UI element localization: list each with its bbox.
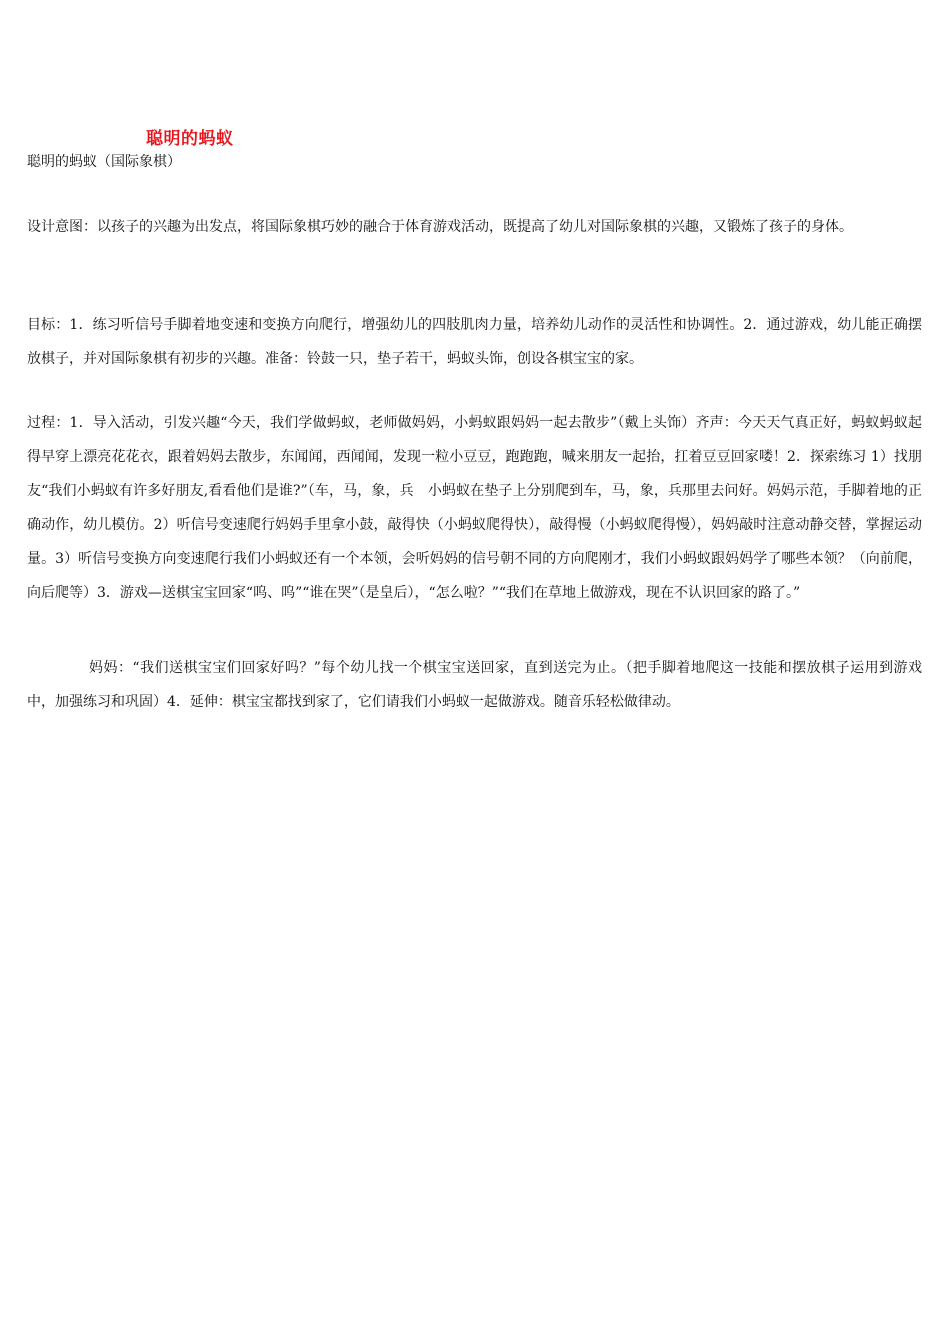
document-subtitle: 聪明的蚂蚁（国际象棋） xyxy=(27,154,181,170)
paragraph-process: 过程：1．导入活动，引发兴趣“今天，我们学做蚂蚁，老师做妈妈，小蚂蚁跟妈妈一起去散步”（戴上头饰）齐声：今天天气真正好，蚂蚁蚂蚁起得早穿上漂亮花花衣，跟着妈妈去散步，东闻闻，西闻闻，发现一粒小豆豆，跑跑跑，喊来朋友一起抬，扛着豆豆回家喽！2．探索练习 1）找朋友“我们小蚂蚁有许多好朋友,看看他们是谁?”（车，马，象，兵 小蚂蚁在垫子上分别爬到车，马，象，兵那里去问好。妈妈示范，手脚着地的正确动作，幼儿模仿。2）听信号变速爬行妈妈手里拿小鼓，敲得快（小蚂蚁爬得快），敲得慢（小蚂蚁爬得慢），妈妈敲时注意动静交替，掌握运动量。3）听信号变换方向变速爬行我们小蚂蚁还有一个本领，会听妈妈的信号朝不同的方向爬刚才，我们小蚂蚁跟妈妈学了哪些本领？（向前爬，向后爬等）3．游戏—送棋宝宝回家“呜、呜”“谁在哭”（是皇后），“怎么啦？”“我们在草地上做游戏，现在不认识回家的路了。” xyxy=(27,415,922,601)
document-title: 聪明的蚂蚁 xyxy=(146,129,234,149)
paragraph-goals: 目标：1．练习听信号手脚着地变速和变换方向爬行，增强幼儿的四肢肌肉力量，培养幼儿动作的灵活性和协调性。2．通过游戏，幼儿能正确摆放棋子，并对国际象棋有初步的兴趣。准备：铃鼓一只，垫子若干，蚂蚁头饰，创设各棋宝宝的家。 xyxy=(27,317,922,367)
paragraph-extension: 妈妈：“我们送棋宝宝们回家好吗？”每个幼儿找一个棋宝宝送回家，直到送完为止。（把手脚着地爬这一技能和摆放棋子运用到游戏中，加强练习和巩固）4．延伸：棋宝宝都找到家了，它们请我们小蚂蚁一起做游戏。随音乐轻松做律动。 xyxy=(27,660,922,710)
paragraph-design-intent: 设计意图：以孩子的兴趣为出发点，将国际象棋巧妙的融合于体育游戏活动，既提高了幼儿对国际象棋的兴趣，又锻炼了孩子的身体。 xyxy=(27,219,853,235)
